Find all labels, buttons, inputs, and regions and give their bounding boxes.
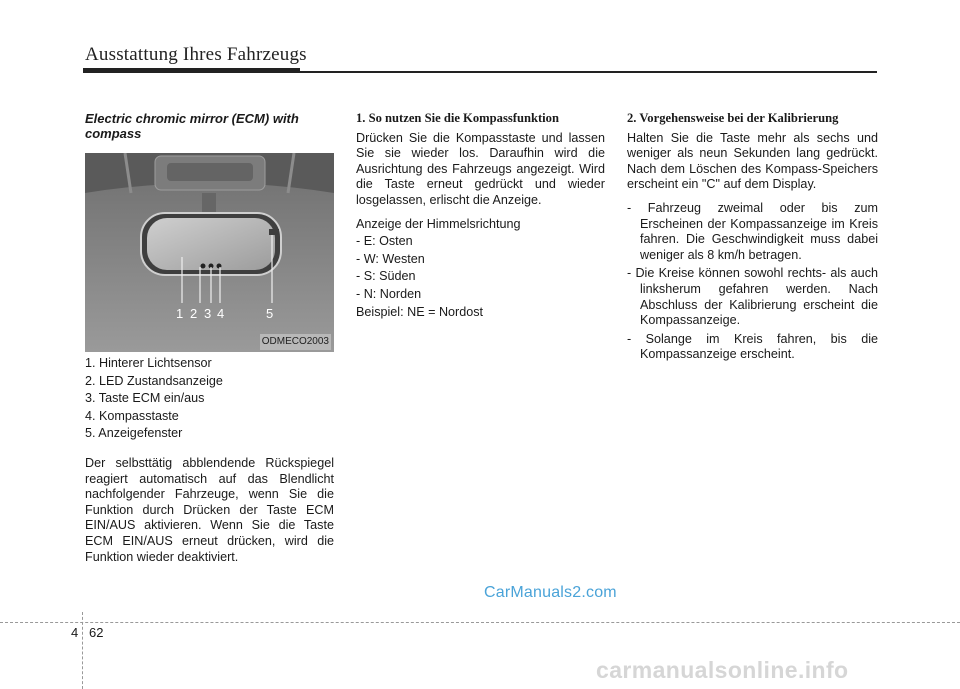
mirror-illustration — [85, 153, 334, 352]
column-2 — [356, 111, 605, 320]
section-heading-compass: 1. So nutzen Sie die Kompassfunktion — [356, 111, 559, 125]
calibration-steps — [627, 201, 878, 363]
section-heading-calibration: 2. Vorgehensweise bei der Kalibrierung — [627, 111, 839, 125]
page-number: 62 — [89, 625, 104, 640]
calibration-text: Halten Sie die Taste mehr als sechs und weniger als neun Sekunden lang gedrückt. Nach dem Löschen des Kompass-Speichers erscheint ein "C" auf dem Display. — [627, 130, 878, 192]
calibration-step: - Fahrzeug zweimal oder bis zum Erscheinen der Kompassanzeige im Kreis fahren. Die Geschwindigkeit muss dabei weniger als 8 km/h betragen. — [627, 200, 878, 262]
watermark-link[interactable]: CarManuals2.com — [484, 584, 617, 601]
direction-item: - E: Osten — [356, 234, 413, 249]
chapter-number: 4 — [71, 625, 79, 640]
callout-4: 4 — [217, 306, 225, 321]
site-watermark: carmanualsonline.info — [596, 657, 849, 683]
column-3 — [627, 111, 878, 366]
direction-item: - W: Westen — [356, 251, 425, 266]
mirror-figure — [85, 153, 334, 352]
direction-example: Beispiel: NE = Nordost — [356, 304, 484, 319]
page-header-title: Ausstattung Ihres Fahrzeugs — [85, 44, 307, 65]
footer-rule — [0, 622, 960, 623]
calibration-step: - Die Kreise können sowohl rechts- als auch linksherum gefahren werden. Nach Abschluss der Kalibrierung erscheint die Kompassanzeige. — [627, 266, 878, 328]
footer-divider — [82, 612, 83, 689]
direction-item: - N: Norden — [356, 286, 422, 301]
ecm-description: Der selbsttätig abblendende Rückspiegel reagiert automatisch auf das Blendlicht nachfolgender Fahrzeuge, wenn Sie die Funktion durch Drücken der Taste ECM EIN/AUS aktivieren. Wenn Sie die Taste ECM EIN/AUS erneut drücken, wird die Funktion wieder deaktiviert. — [85, 455, 334, 564]
legend-item: 2. LED Zustandsanzeige — [85, 373, 223, 388]
callout-1: 1 — [176, 306, 184, 321]
header-rule — [83, 71, 877, 73]
direction-list — [356, 234, 605, 302]
column-1 — [85, 111, 334, 565]
legend-item: 1. Hinterer Lichtsensor — [85, 356, 212, 370]
callout-2: 2 — [190, 306, 198, 321]
direction-list-title: Anzeige der Himmelsrichtung — [356, 216, 521, 231]
figure-code: ODMECO2003 — [260, 334, 331, 350]
legend-item: 3. Taste ECM ein/aus — [85, 391, 205, 406]
callout-5: 5 — [266, 306, 274, 321]
legend-item: 4. Kompasstaste — [85, 408, 179, 423]
figure-legend — [85, 356, 334, 442]
legend-item: 5. Anzeigefenster — [85, 426, 183, 441]
callout-3: 3 — [204, 306, 212, 321]
calibration-step: - Solange im Kreis fahren, bis die Kompassanzeige erscheint. — [627, 331, 878, 362]
section-heading-ecm: Electric chromic mirror (ECM) with compass — [85, 111, 299, 141]
direction-item: - S: Süden — [356, 269, 416, 284]
compass-usage-text: Drücken Sie die Kompasstaste und lassen Sie sie wieder los. Daraufhin wird die Ausrichtung des Fahrzeugs angezeigt. Wird die Taste erneut gedrückt und wieder losgelassen, erlischt die Anzeige. — [356, 130, 605, 207]
